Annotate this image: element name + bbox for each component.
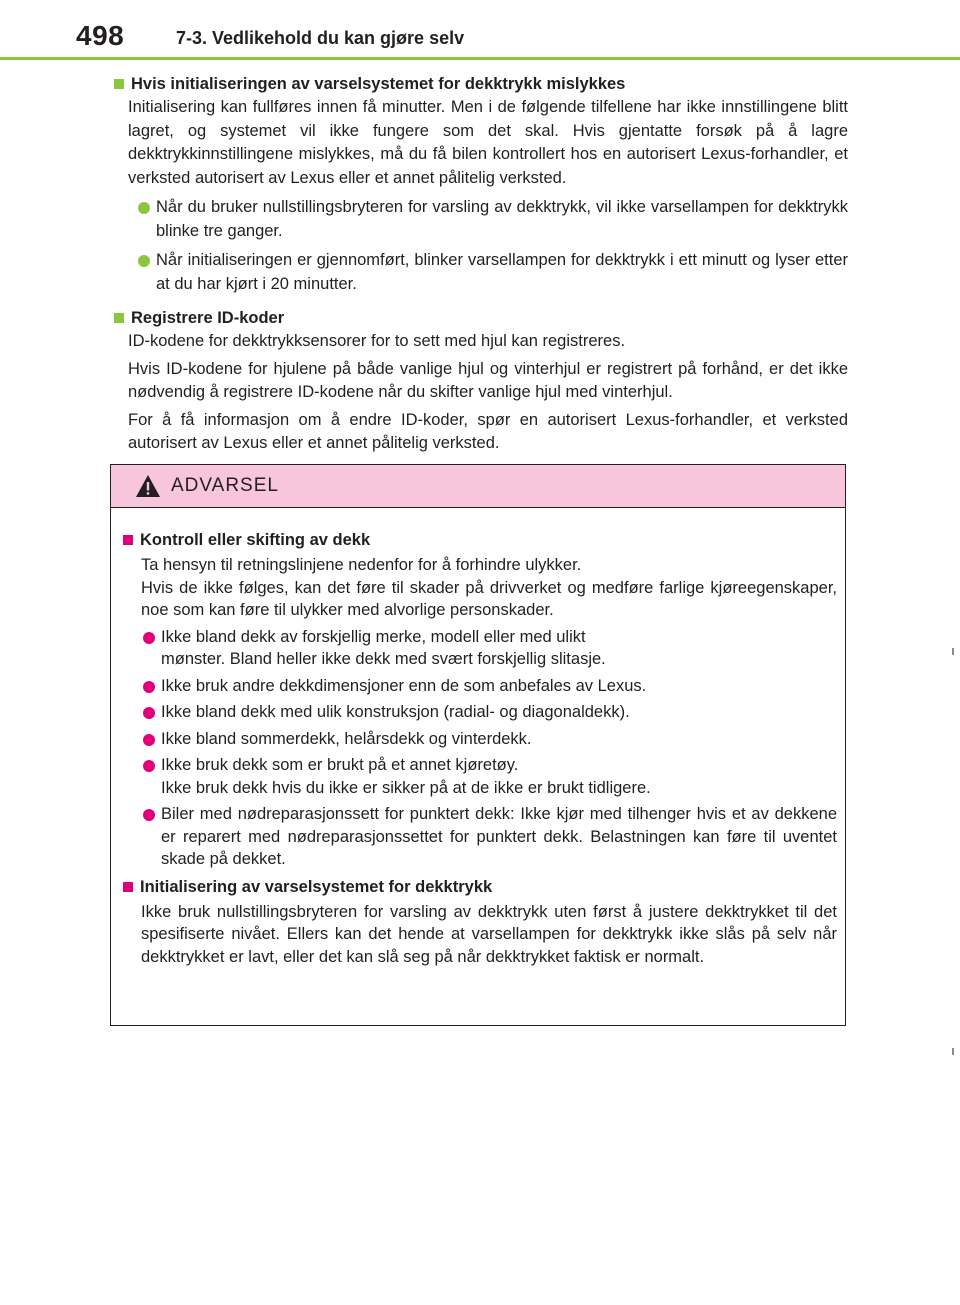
paragraph: Initialisering kan fullføres innen få minutter. Men i de følgende tilfellene har ikke innstillingene blitt lagret, og systemet vil ikke fungere som det skal. Hvis gjentatte forsøk på å lagre dekktrykkinnstillingene mislykkes, må du få bilen kontrollert hos en autorisert Lexus-forhandler, et verksted autorisert av Lexus eller et annet pålitelig verksted. — [128, 98, 848, 187]
page-number: 498 — [76, 20, 125, 51]
bullet-dot-icon — [143, 809, 155, 821]
list-item — [143, 701, 837, 724]
paragraph-line: Ta hensyn til retningslinjene nedenfor for å forhindre ulykker. — [141, 556, 582, 574]
bullet-dot-icon — [143, 734, 155, 746]
bullet-dot-icon — [138, 255, 150, 267]
bullet-dot-icon — [138, 202, 150, 214]
paragraph: Ikke bruk nullstillingsbryteren for varsling av dekktrykk uten først å justere dekktrykket til det spesifiserte nivået. Ellers kan det hende at varsellampen for dekktrykk ikke slås på selv når dekktrykket er lavt, eller det kan slå seg på når dekktrykket faktisk er normalt. — [141, 902, 837, 966]
section-square-icon — [123, 882, 133, 892]
list-item-text: Ikke bland dekk av forskjellig merke, modell eller med ulikt — [161, 627, 586, 646]
paragraph: Hvis ID-kodene for hjulene på både vanlige hjul og vinterhjul er registrert på forhånd, er det ikke nødvendig å registrere ID-kodene når du skifter vanlige hjul med vinterhjul. — [128, 359, 848, 401]
warning-header — [111, 465, 845, 508]
bullet-dot-icon — [143, 632, 155, 644]
list-item — [143, 754, 837, 799]
chapter-title: 7-3. Vedlikehold du kan gjøre selv — [176, 28, 465, 48]
list-item-text: Ikke bruk dekk hvis du ikke er sikker på at de ikke er brukt tidligere. — [161, 778, 651, 797]
list-item-text: Biler med nødreparasjonssett for punktert dekk: Ikke kjør med tilhenger hvis et av dekkene er reparert med nødreparasjonssettet for punktert dekk. Belastningen kan føre til uventet skade på dekket. — [161, 805, 837, 868]
bullet-dot-icon — [143, 681, 155, 693]
bullet-dot-icon — [143, 707, 155, 719]
header-rule — [0, 57, 960, 60]
list-item-text: Når du bruker nullstillingsbryteren for varsling av dekktrykk, vil ikke varsellampen for dekktrykk blinke tre ganger. — [156, 198, 848, 240]
section-initialization-failure — [110, 72, 848, 296]
list-item — [143, 626, 837, 671]
list-item — [143, 675, 837, 698]
list-item-text: Ikke bruk andre dekkdimensjoner enn de som anbefales av Lexus. — [161, 676, 647, 695]
warning-section-tires — [119, 528, 837, 871]
list-item-text: Ikke bland dekk med ulik konstruksjon (radial- og diagonaldekk). — [161, 703, 630, 721]
warning-section-initialization — [119, 875, 837, 969]
margin-tick — [952, 1048, 954, 1055]
bullet-dot-icon — [143, 760, 155, 772]
list-item-text: Ikke bruk dekk som er brukt på et annet kjøretøy. — [161, 756, 519, 774]
page-header — [0, 0, 960, 64]
warning-triangle-icon — [135, 474, 161, 498]
section-register-id-codes — [110, 306, 848, 456]
main-content — [110, 72, 848, 460]
list-item-text: mønster. Bland heller ikke dekk med svært forskjellig slitasje. — [161, 650, 606, 668]
section-square-icon — [114, 313, 124, 323]
section-title: Hvis initialiseringen av varselsystemet for dekktrykk mislykkes — [131, 75, 626, 93]
section-title: Registrere ID-koder — [131, 309, 285, 327]
section-title: Kontroll eller skifting av dekk — [140, 531, 371, 549]
paragraph — [141, 554, 837, 622]
margin-tick — [952, 648, 954, 655]
warning-body — [111, 508, 845, 968]
list-item — [143, 803, 837, 871]
warning-title: ADVARSEL — [171, 475, 279, 496]
warning-box — [110, 464, 846, 1026]
section-title: Initialisering av varselsystemet for dekktrykk — [140, 877, 493, 896]
list-item-text: Når initialiseringen er gjennomført, blinker varsellampen for dekktrykk i ett minutt og lyser etter at du har kjørt i 20 minutter. — [156, 251, 848, 293]
paragraph: For å få informasjon om å endre ID-koder, spør en autorisert Lexus-forhandler, et verksted autorisert av Lexus eller et annet pålitelig verksted. — [128, 410, 848, 452]
section-square-icon — [123, 535, 133, 545]
list-item-text: Ikke bland sommerdekk, helårsdekk og vinterdekk. — [161, 729, 532, 748]
paragraph: ID-kodene for dekktrykksensorer for to sett med hjul kan registreres. — [128, 332, 626, 350]
list-item — [138, 249, 848, 296]
list-item — [143, 728, 837, 751]
paragraph-line: Hvis de ikke følges, kan det føre til skader på drivverket og medføre farlige kjøreegenskaper, noe som kan føre til ulykker med alvorlige personskader. — [141, 578, 837, 619]
section-square-icon — [114, 79, 124, 89]
list-item — [138, 196, 848, 243]
